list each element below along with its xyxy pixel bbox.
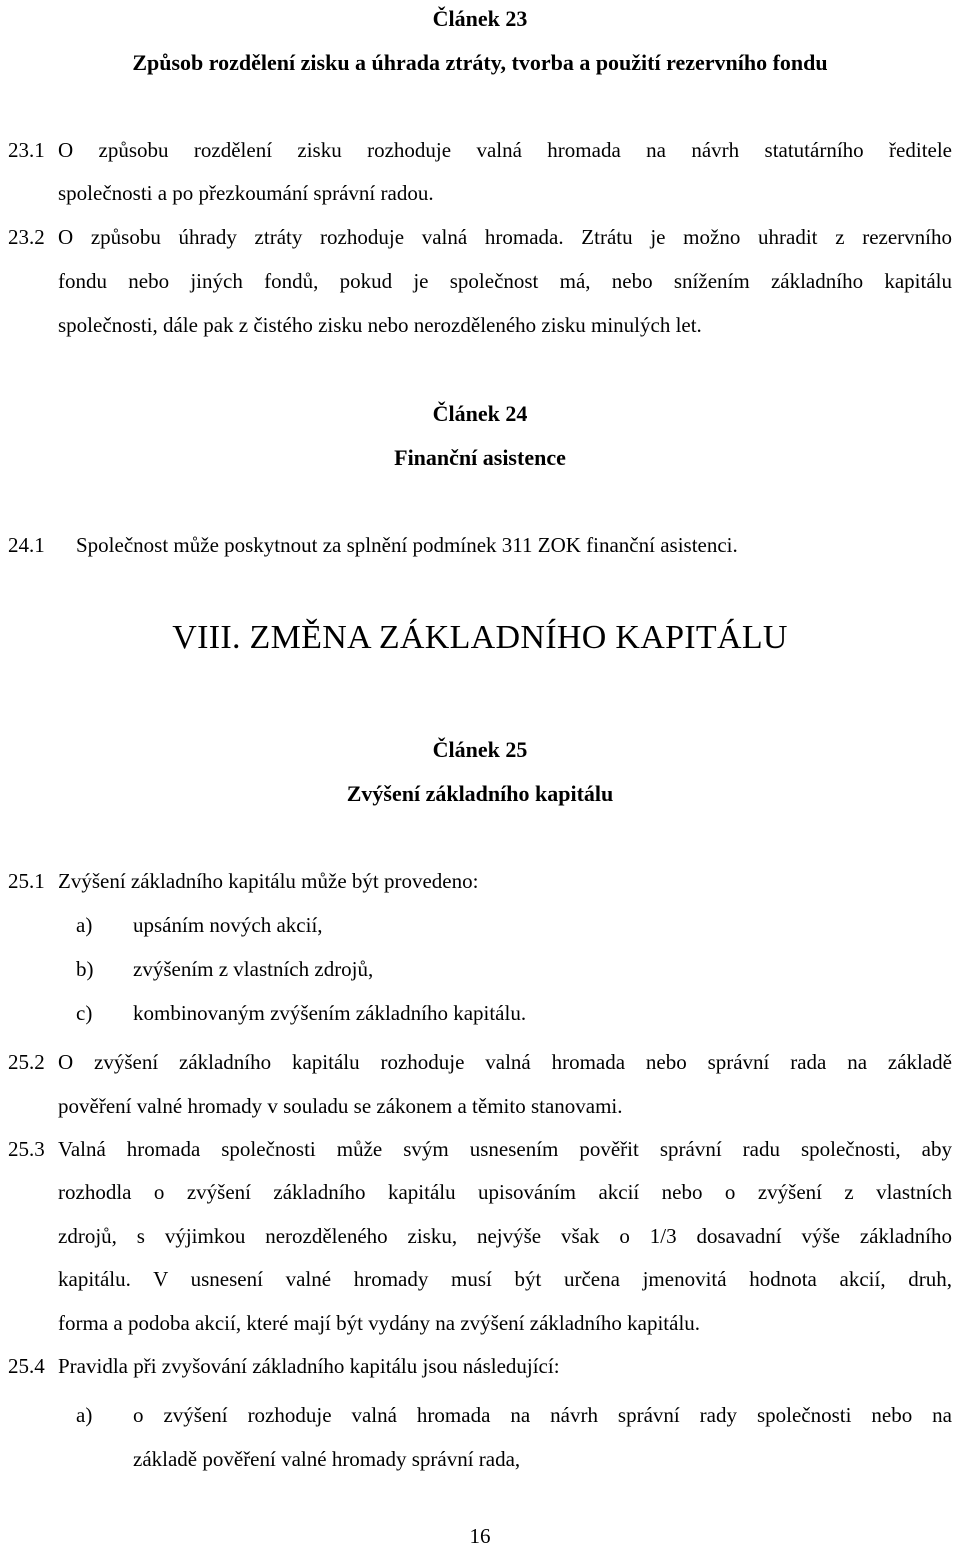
- paragraph-23-1-line: společnosti a po přezkoumání správní radou.: [58, 181, 434, 205]
- list-item-label: b): [76, 957, 94, 981]
- paragraph-25-1-line: Zvýšení základního kapitálu může být provedeno:: [58, 869, 479, 893]
- paragraph-25-3-line: rozhodla o zvýšení základního kapitálu upisováním akcií nebo o zvýšení z vlastních: [58, 1180, 952, 1204]
- article-24-subtitle: Finanční asistence: [394, 445, 566, 470]
- paragraph-25-2-number: 25.2: [8, 1050, 45, 1074]
- paragraph-23-1-line: O způsobu rozdělení zisku rozhoduje valná hromada na návrh statutárního ředitele: [58, 138, 952, 162]
- paragraph-25-3-line: forma a podoba akcií, které mají být vydány na zvýšení základního kapitálu.: [58, 1311, 701, 1335]
- list-item-label: a): [76, 913, 93, 937]
- paragraph-24-1-line: Společnost může poskytnout za splnění podmínek 311 ZOK finanční asistenci.: [76, 533, 738, 557]
- paragraph-25-2-line: O zvýšení základního kapitálu rozhoduje valná hromada nebo správní rada na základě: [58, 1050, 952, 1074]
- paragraph-23-2-number: 23.2: [8, 225, 45, 249]
- paragraph-25-3-number: 25.3: [8, 1137, 45, 1161]
- paragraph-25-3-line: Valná hromada společnosti může svým usnesením pověřit správní radu společnosti, aby: [58, 1137, 952, 1161]
- list-item-text: kombinovaným zvýšením základního kapitálu.: [133, 1001, 527, 1025]
- paragraph-23-2-line: fondu nebo jiných fondů, pokud je společnost má, nebo snížením základního kapitálu: [58, 269, 952, 293]
- list-item-text: zvýšením z vlastních zdrojů,: [133, 957, 374, 981]
- paragraph-25-3-line: kapitálu. V usnesení valné hromady musí být určena jmenovitá hodnota akcií, druh,: [58, 1267, 952, 1291]
- paragraph-25-2-line: pověření valné hromady v souladu se zákonem a těmito stanovami.: [58, 1094, 623, 1118]
- paragraph-25-4-line: Pravidla při zvyšování základního kapitálu jsou následující:: [58, 1354, 560, 1378]
- paragraph-23-2-line: O způsobu úhrady ztráty rozhoduje valná hromada. Ztrátu je možno uhradit z rezervního: [58, 225, 952, 249]
- part-title: VIII. ZMĚNA ZÁKLADNÍHO KAPITÁLU: [172, 619, 788, 656]
- paragraph-24-1-number: 24.1: [8, 533, 45, 557]
- article-25-subtitle: Zvýšení základního kapitálu: [346, 781, 614, 806]
- article-23-title: Článek 23: [432, 6, 528, 31]
- article-24-title: Článek 24: [432, 401, 528, 426]
- paragraph-23-1-number: 23.1: [8, 138, 45, 162]
- article-23-subtitle: Způsob rozdělení zisku a úhrada ztráty, tvorba a použití rezervního fondu: [132, 50, 828, 75]
- paragraph-23-2-line: společnosti, dále pak z čistého zisku nebo nerozděleného zisku minulých let.: [58, 313, 702, 337]
- list-item-text: o zvýšení rozhoduje valná hromada na návrh správní rady společnosti nebo na: [133, 1403, 952, 1427]
- article-25-title: Článek 25: [432, 737, 528, 762]
- list-item-label: c): [76, 1001, 93, 1025]
- paragraph-25-1-number: 25.1: [8, 869, 45, 893]
- list-item-text: základě pověření valné hromady správní rada,: [133, 1447, 521, 1471]
- paragraph-25-4-number: 25.4: [8, 1354, 45, 1378]
- list-item-text: upsáním nových akcií,: [133, 913, 323, 937]
- page-number: 16: [469, 1524, 491, 1548]
- list-item-label: a): [76, 1403, 93, 1427]
- paragraph-25-3-line: zdrojů, s výjimkou nerozděleného zisku, nejvýše však o 1/3 dosavadní výše základního: [58, 1224, 952, 1248]
